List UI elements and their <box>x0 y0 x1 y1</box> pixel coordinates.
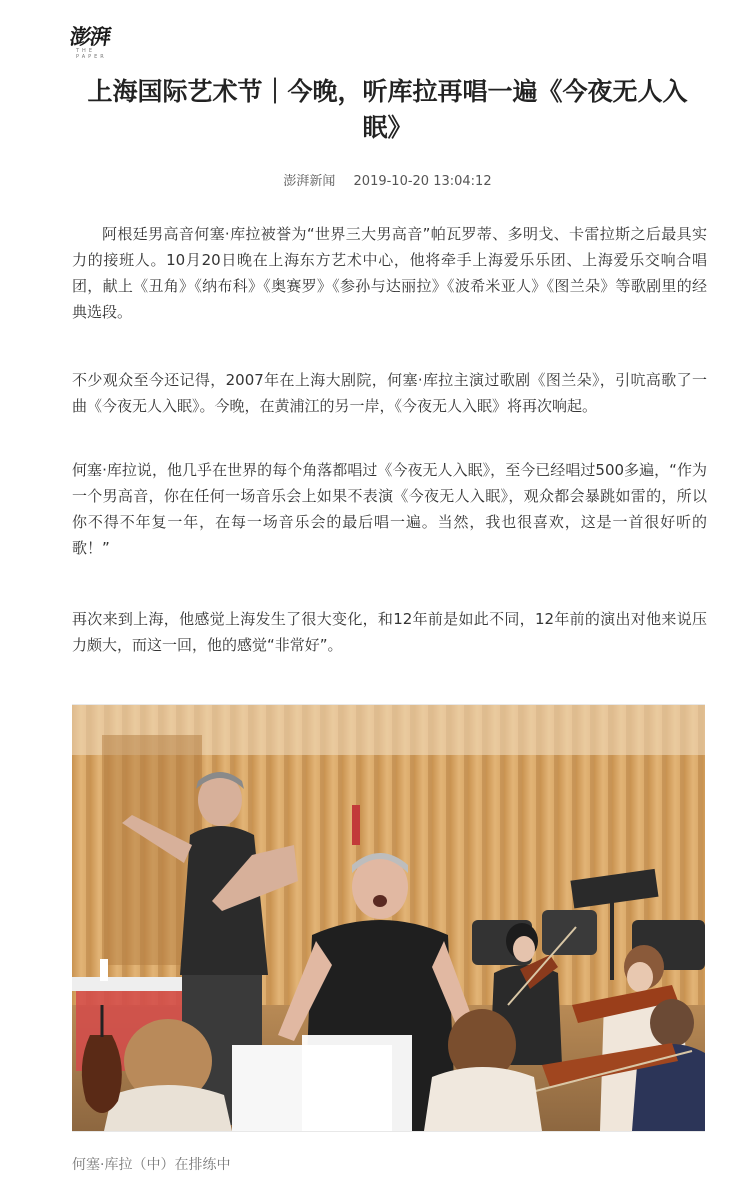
paragraph-3: 何塞·库拉说，他几乎在世界的每个角落都唱过《今夜无人入眠》，至今已经唱过500多遍，“作为一个男高音，你在任何一场音乐会上如果不表演《今夜无人入眠》，观众都会暴跳如雷的，所以你不得不年复一年，在每一场音乐会的最后唱一遍。当然，我也很喜欢，这是一首很好听的歌！” <box>72 461 707 557</box>
photo-caption: 何塞·库拉（中）在排练中 <box>72 1157 231 1173</box>
article-source[interactable]: 澎湃新闻 <box>283 174 336 189</box>
logo-mark: 澎湃 <box>68 24 112 49</box>
rehearsal-photo[interactable] <box>72 704 705 1132</box>
article-datetime: 2019-10-20 13:04:12 <box>353 174 492 189</box>
article-meta <box>70 172 705 192</box>
logo-subtitle: THE PAPER <box>76 48 107 60</box>
article-title: 上海国际艺术节｜今晚，听库拉再唱一遍《今夜无人入眠》 <box>87 77 688 142</box>
site-logo[interactable] <box>68 24 118 60</box>
paragraph-4: 再次来到上海，他感觉上海发生了很大变化，和12年前是如此不同，12年前的演出对他来说压力颇大，而这一回，他的感觉“非常好”。 <box>72 610 707 654</box>
paragraph-1: 阿根廷男高音何塞·库拉被誉为“世界三大男高音”帕瓦罗蒂、多明戈、卡雷拉斯之后最具实力的接班人。10月20日晚在上海东方艺术中心，他将牵手上海爱乐乐团、上海爱乐交响合唱团，献上《丑角》《纳布科》《奥赛罗》《参孙与达丽拉》《波希米亚人》《图兰朵》等歌剧里的经典选段。 <box>72 225 707 321</box>
rehearsal-photo-illustration <box>72 705 705 1131</box>
paragraph-2: 不少观众至今还记得，2007年在上海大剧院，何塞·库拉主演过歌剧《图兰朵》，引吭高歌了一曲《今夜无人入眠》。今晚，在黄浦江的另一岸，《今夜无人入眠》将再次响起。 <box>72 371 707 415</box>
